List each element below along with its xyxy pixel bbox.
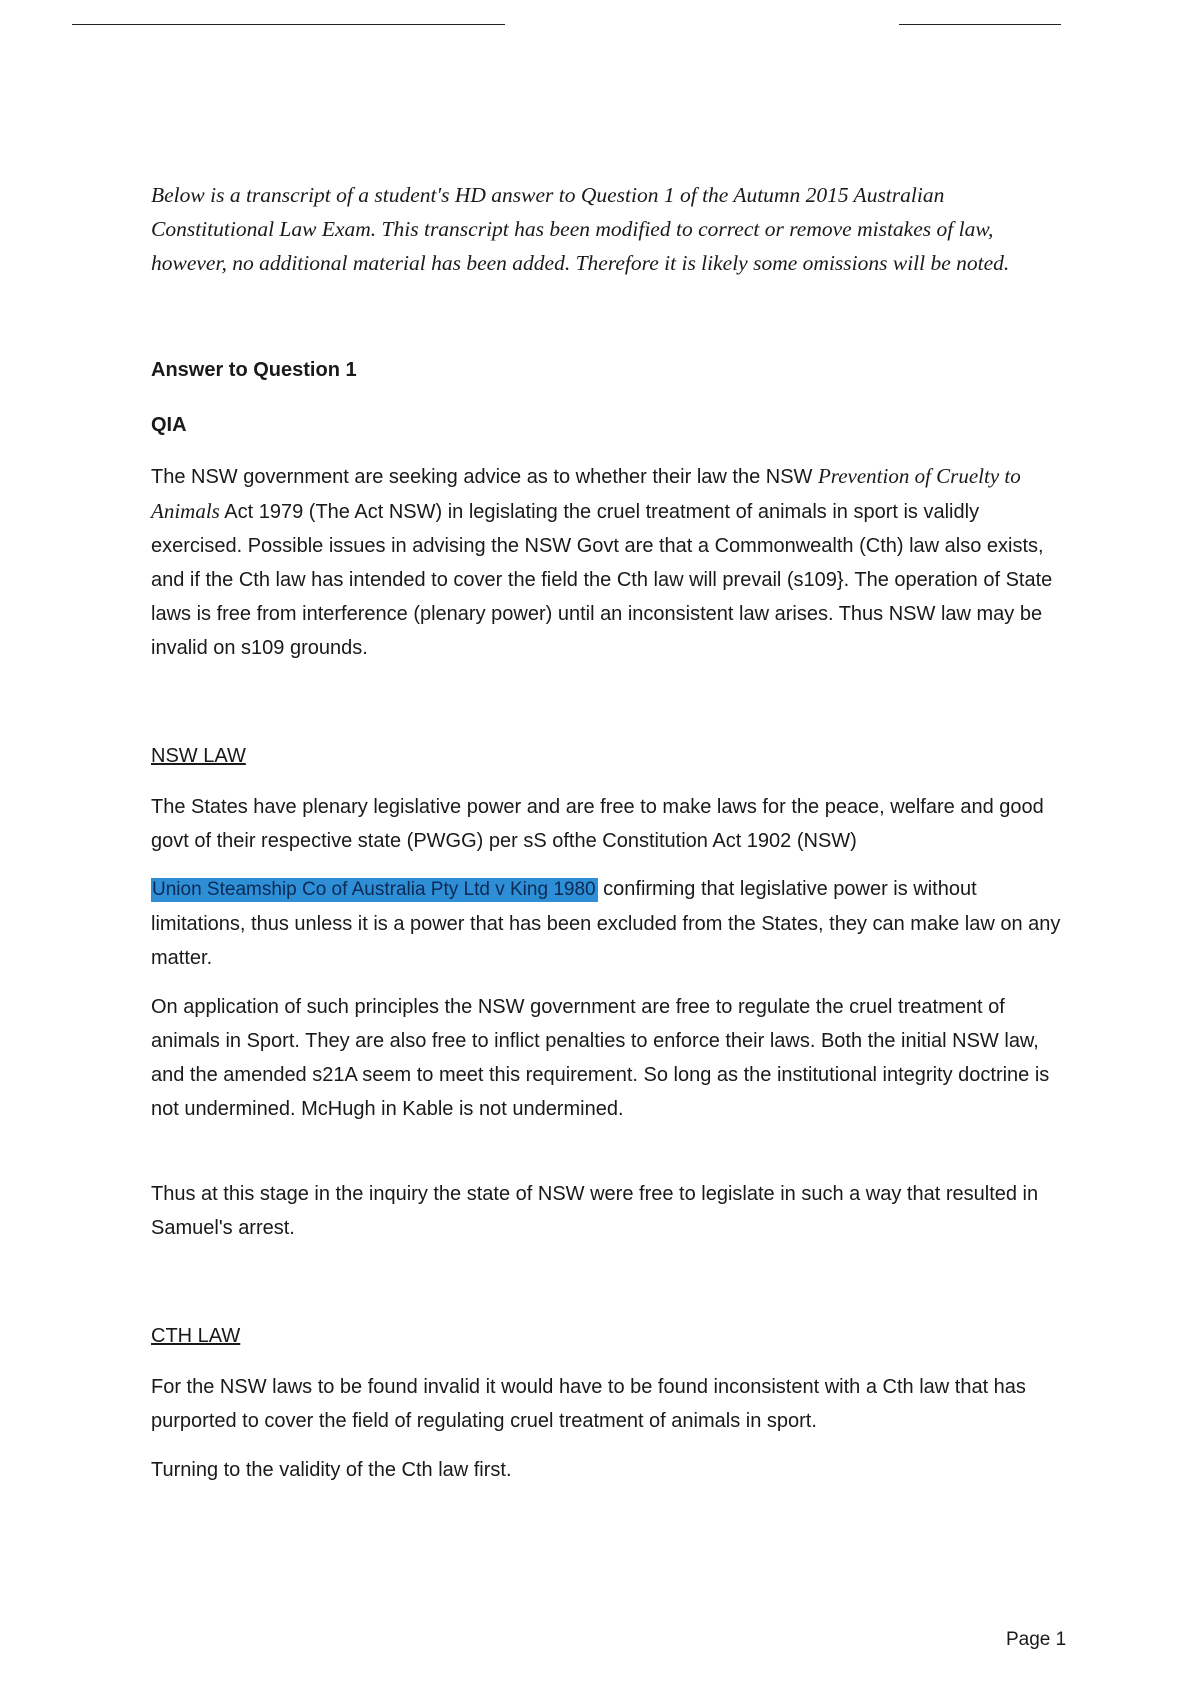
- nsw-paragraph-1: The States have plenary legislative power and are free to make laws for the peace, welfare and good govt of their respective state (PWGG) per sS ofthe Constitution Act 1902 (NSW): [151, 796, 1044, 852]
- case-highlight: Union Steamship Co of Australia Pty Ltd v King 1980: [152, 879, 596, 900]
- intro-paragraph: Below is a transcript of a student's HD answer to Question 1 of the Autumn 2015 Australian Constitutional Law Exam. This transcript has been modified to correct or remove mistakes of law, however, no additional material has been added. Therefore it is likely some omissions will be noted.: [151, 183, 1010, 275]
- qia-text-part1: The NSW government are seeking advice as to whether their law the NSW: [151, 466, 818, 488]
- page-number: Page 1: [1006, 1629, 1067, 1650]
- nsw-law-heading: NSW LAW: [151, 745, 246, 767]
- nsw-paragraph-4: Thus at this stage in the inquiry the state of NSW were free to legislate in such a way that resulted in Samuel's arrest.: [151, 1183, 1039, 1239]
- document-body: [151, 178, 1066, 1487]
- qia-text-part2: Act 1979 (The Act NSW) in legislating the cruel treatment of animals in sport is validly exercised. Possible issues in advising the NSW Govt are that a Commonwealth (Cth) law also exists, and if the Cth law has intended to cover the field the Cth law will prevail (s109}. The operation of State laws is free from interference (plenary power) until an inconsistent law arises. Thus NSW law may be invalid on s109 grounds.: [151, 501, 1053, 659]
- header-rule-left: [72, 24, 505, 25]
- header-rule-right: [899, 24, 1061, 25]
- cth-paragraph-2: Turning to the validity of the Cth law first.: [151, 1459, 512, 1481]
- nsw-paragraph-2: [151, 872, 1066, 975]
- cth-law-heading: CTH LAW: [151, 1325, 241, 1347]
- cth-paragraph-1: For the NSW laws to be found invalid it would have to be found inconsistent with a Cth law that has purported to cover the field of regulating cruel treatment of animals in sport.: [151, 1376, 1026, 1432]
- answer-heading: Answer to Question 1: [151, 359, 357, 381]
- act-title: Prevention of Cruelty to Animals: [151, 464, 1021, 523]
- qia-heading: QIA: [151, 414, 187, 436]
- qia-paragraph: [151, 459, 1066, 665]
- nsw-paragraph-3: On application of such principles the NSW government are free to regulate the cruel treatment of animals in Sport. They are also free to inflict penalties to enforce their laws. Both the initial NSW law, and the amended s21A seem to meet this requirement. So long as the institutional integrity doctrine is not undermined. McHugh in Kable is not undermined.: [151, 996, 1050, 1120]
- nsw-paragraph-2-text: confirming that legislative power is without limitations, thus unless it is a power that has been excluded from the States, they can make law on any matter.: [151, 878, 1061, 969]
